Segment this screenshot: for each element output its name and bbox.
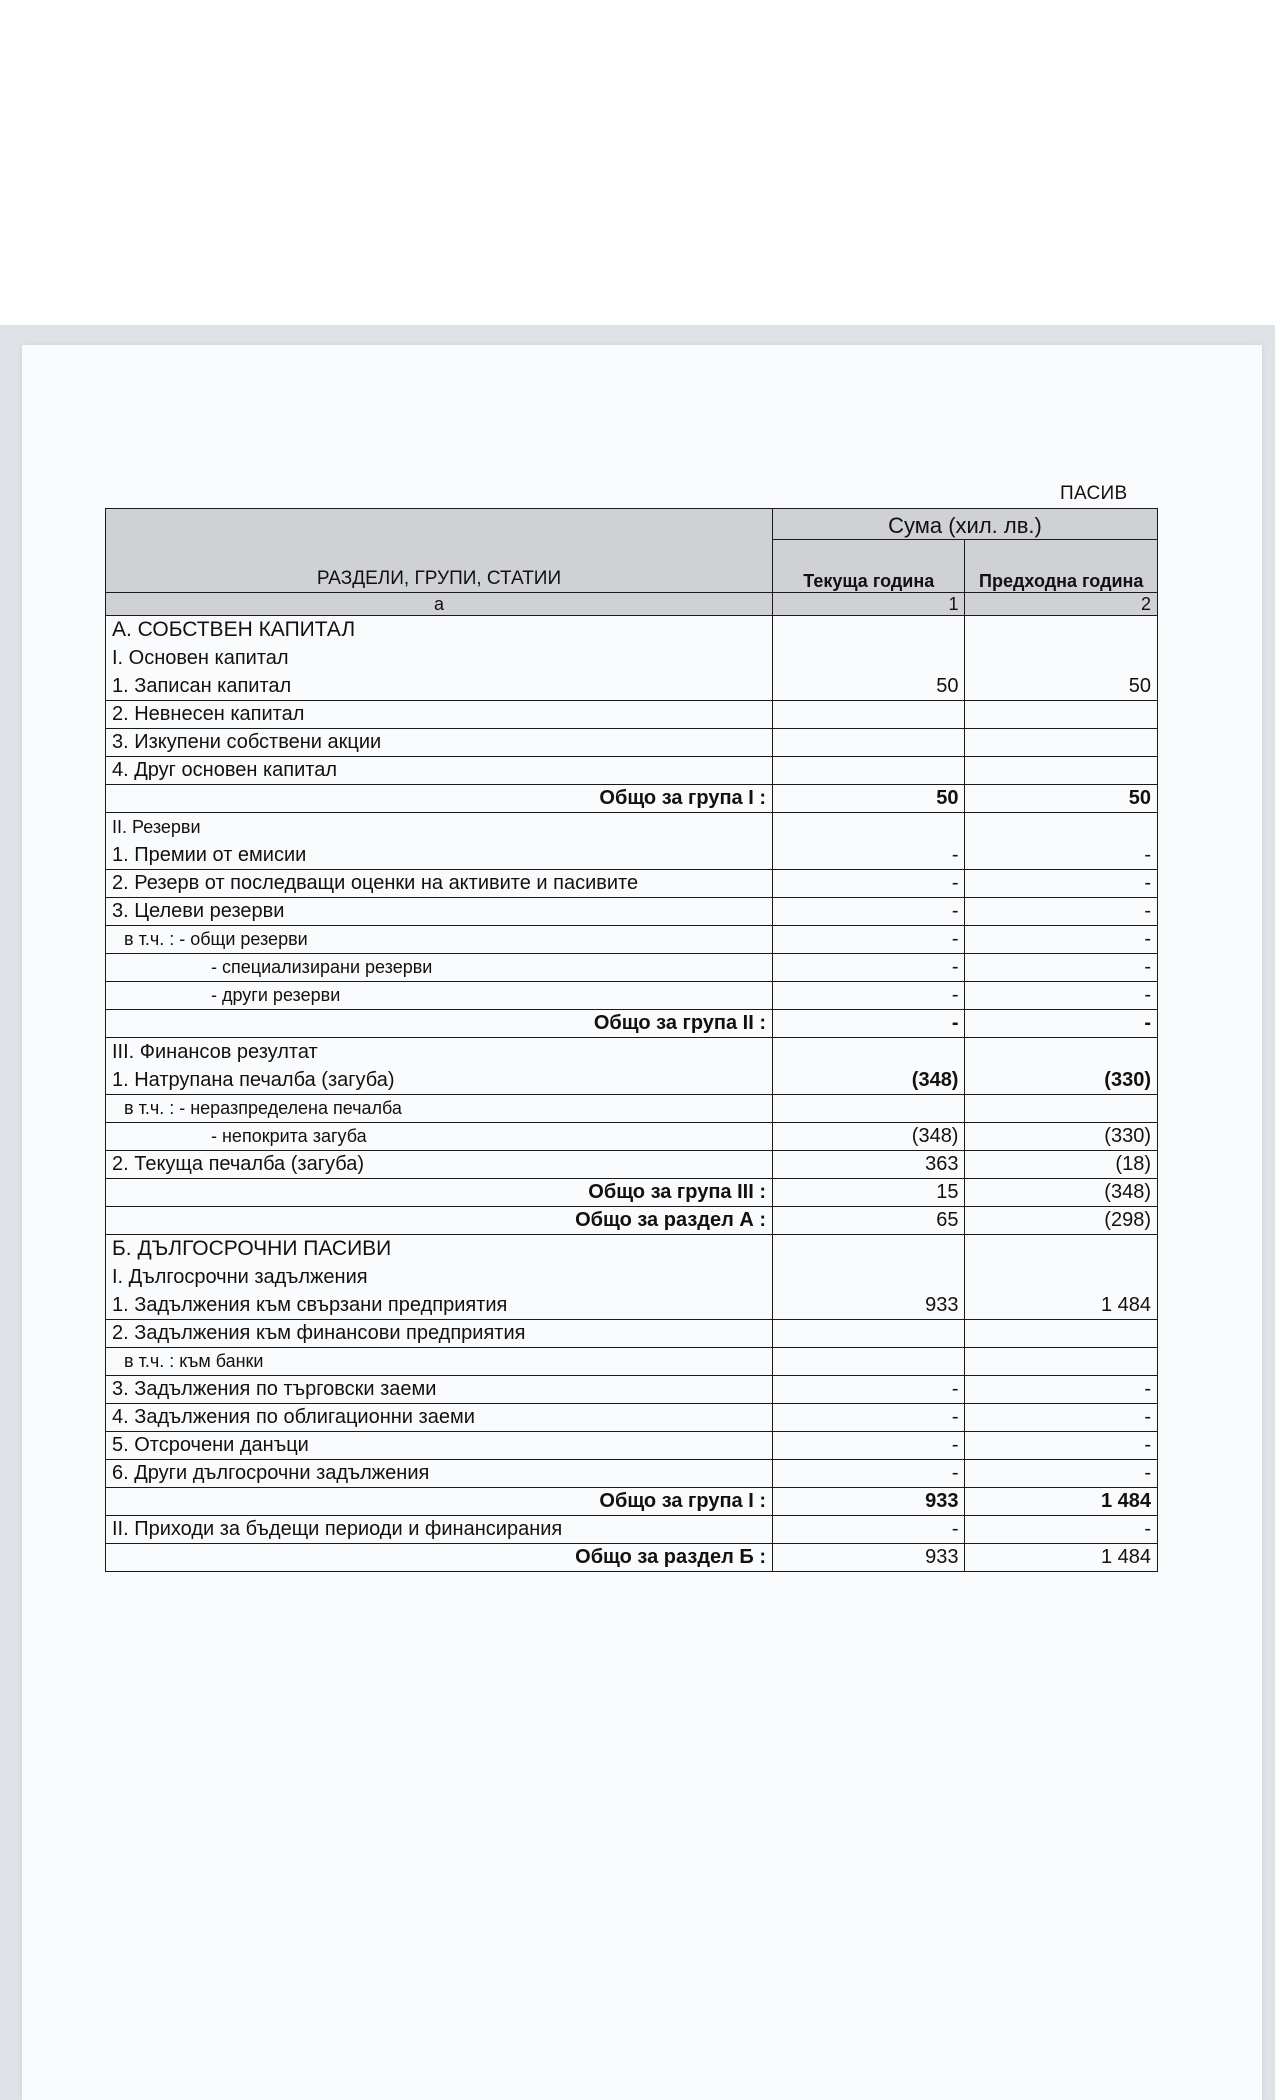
value-previous: (330) <box>965 1038 1158 1095</box>
total-previous: 1 484 <box>965 1488 1158 1516</box>
total-previous: (298) <box>965 1207 1158 1235</box>
value-current: - <box>773 954 965 982</box>
table-row <box>106 701 1158 729</box>
total-row <box>106 1010 1158 1038</box>
value-previous <box>965 1348 1158 1376</box>
header-amount-title: Сума (хил. лв.) <box>773 509 1158 540</box>
row-label: 2. Невнесен капитал <box>106 701 773 729</box>
value-current: 933 <box>773 1235 965 1320</box>
table-row <box>106 1038 1158 1095</box>
total-label: Общо за раздел Б : <box>106 1544 773 1572</box>
value-previous: 1 484 <box>965 1235 1158 1320</box>
row-label: в т.ч. : - неразпределена печалба <box>106 1095 773 1123</box>
row-label: 2. Резерв от последващи оценки на активите и пасивите <box>106 870 773 898</box>
table-row <box>106 1516 1158 1544</box>
value-previous: - <box>965 813 1158 870</box>
row-label: 2. Задължения към финансови предприятия <box>106 1320 773 1348</box>
value-current: - <box>773 813 965 870</box>
section-total-row <box>106 1207 1158 1235</box>
row-label: 3. Задължения по търговски заеми <box>106 1376 773 1404</box>
total-label: Общо за група II : <box>106 1010 773 1038</box>
index-2: 2 <box>965 593 1158 616</box>
value-current <box>773 729 965 757</box>
header-row <box>106 509 1158 540</box>
row-label: 5. Отсрочени данъци <box>106 1432 773 1460</box>
value-previous: 50 <box>965 616 1158 701</box>
value-current: (348) <box>773 1123 965 1151</box>
group-block <box>106 1038 773 1095</box>
table-row <box>106 1376 1158 1404</box>
table-row <box>106 954 1158 982</box>
value-current: - <box>773 1432 965 1460</box>
value-previous: - <box>965 954 1158 982</box>
total-label: Общо за група I : <box>106 1488 773 1516</box>
group-title: III. Финансов резултат <box>112 1041 318 1063</box>
row-label: в т.ч. : към банки <box>106 1348 773 1376</box>
value-previous <box>965 1320 1158 1348</box>
total-label: Общо за група I : <box>106 785 773 813</box>
value-current: - <box>773 1376 965 1404</box>
table-row <box>106 898 1158 926</box>
value-current: - <box>773 1516 965 1544</box>
table-row <box>106 616 1158 701</box>
value-previous <box>965 1095 1158 1123</box>
header-current-year: Текуща година <box>773 540 965 593</box>
page-label: ПАСИВ <box>1060 483 1128 504</box>
table-row <box>106 1320 1158 1348</box>
value-previous <box>965 729 1158 757</box>
table-row <box>106 1404 1158 1432</box>
table-row <box>106 926 1158 954</box>
header-previous-year: Предходна година <box>965 540 1158 593</box>
index-a: а <box>106 593 773 616</box>
table-row <box>106 729 1158 757</box>
value-previous <box>965 701 1158 729</box>
value-previous: - <box>965 1432 1158 1460</box>
row-label: II. Приходи за бъдещи периоди и финансирания <box>106 1516 773 1544</box>
total-label: Общо за раздел А : <box>106 1207 773 1235</box>
index-1: 1 <box>773 593 965 616</box>
value-previous: (330) <box>965 1123 1158 1151</box>
value-previous: - <box>965 1516 1158 1544</box>
value-current <box>773 1348 965 1376</box>
table-row <box>106 1151 1158 1179</box>
row-label: 3. Изкупени собствени акции <box>106 729 773 757</box>
row-label: 2. Текуща печалба (загуба) <box>106 1151 773 1179</box>
total-current: 15 <box>773 1179 965 1207</box>
row-label: - други резерви <box>106 982 773 1010</box>
balance-sheet-table <box>105 508 1158 1572</box>
total-current: 933 <box>773 1488 965 1516</box>
row-label: - специализирани резерви <box>106 954 773 982</box>
row-label: 4. Задължения по облигационни заеми <box>106 1404 773 1432</box>
value-previous: - <box>965 1376 1158 1404</box>
value-current: 50 <box>773 616 965 701</box>
value-previous: - <box>965 898 1158 926</box>
value-current: - <box>773 870 965 898</box>
table-row <box>106 1460 1158 1488</box>
table-row <box>106 982 1158 1010</box>
total-previous: 50 <box>965 785 1158 813</box>
value-current: - <box>773 898 965 926</box>
value-current <box>773 1320 965 1348</box>
section-a-block <box>106 616 773 701</box>
table-row <box>106 1432 1158 1460</box>
row-label: 6. Други дългосрочни задължения <box>106 1460 773 1488</box>
total-row <box>106 1179 1158 1207</box>
table-row <box>106 1123 1158 1151</box>
value-current: - <box>773 1460 965 1488</box>
value-previous: - <box>965 1460 1158 1488</box>
row-label: 4. Друг основен капитал <box>106 757 773 785</box>
value-current: 363 <box>773 1151 965 1179</box>
value-previous: - <box>965 1404 1158 1432</box>
table-row <box>106 1235 1158 1320</box>
total-current: 933 <box>773 1544 965 1572</box>
index-row <box>106 593 1158 616</box>
total-previous: - <box>965 1010 1158 1038</box>
value-current <box>773 701 965 729</box>
value-previous <box>965 757 1158 785</box>
value-current: (348) <box>773 1038 965 1095</box>
total-row <box>106 785 1158 813</box>
section-total-row <box>106 1544 1158 1572</box>
group-block <box>106 813 773 870</box>
value-previous: (18) <box>965 1151 1158 1179</box>
value-current: - <box>773 982 965 1010</box>
value-previous: - <box>965 982 1158 1010</box>
section-b-block <box>106 1235 773 1320</box>
total-current: 65 <box>773 1207 965 1235</box>
row-label: - непокрита загуба <box>106 1123 773 1151</box>
value-current: - <box>773 1404 965 1432</box>
total-current: - <box>773 1010 965 1038</box>
value-previous: - <box>965 870 1158 898</box>
value-current <box>773 1095 965 1123</box>
table-row <box>106 870 1158 898</box>
group-title: I. Основен капитал <box>112 647 289 669</box>
total-label: Общо за група III : <box>106 1179 773 1207</box>
total-previous: 1 484 <box>965 1544 1158 1572</box>
row-label: 1. Премии от емисии <box>112 844 307 866</box>
table-row <box>106 1095 1158 1123</box>
value-current: - <box>773 926 965 954</box>
group-title: II. Резерви <box>112 817 201 837</box>
row-label: 3. Целеви резерви <box>106 898 773 926</box>
value-current <box>773 757 965 785</box>
group-title: I. Дългосрочни задължения <box>112 1266 368 1288</box>
row-label: 1. Записан капитал <box>112 675 292 697</box>
row-label: в т.ч. : - общи резерви <box>106 926 773 954</box>
section-b-title: Б. ДЪЛГОСРОЧНИ ПАСИВИ <box>112 1237 392 1260</box>
table-row <box>106 757 1158 785</box>
row-label: 1. Задължения към свързани предприятия <box>112 1294 508 1316</box>
table-row <box>106 813 1158 870</box>
total-current: 50 <box>773 785 965 813</box>
total-row <box>106 1488 1158 1516</box>
row-label: 1. Натрупана печалба (загуба) <box>112 1069 395 1091</box>
value-previous: - <box>965 926 1158 954</box>
total-previous: (348) <box>965 1179 1158 1207</box>
header-col-title: РАЗДЕЛИ, ГРУПИ, СТАТИИ <box>106 509 773 593</box>
table-row <box>106 1348 1158 1376</box>
section-a-title: А. СОБСТВЕН КАПИТАЛ <box>112 618 356 641</box>
